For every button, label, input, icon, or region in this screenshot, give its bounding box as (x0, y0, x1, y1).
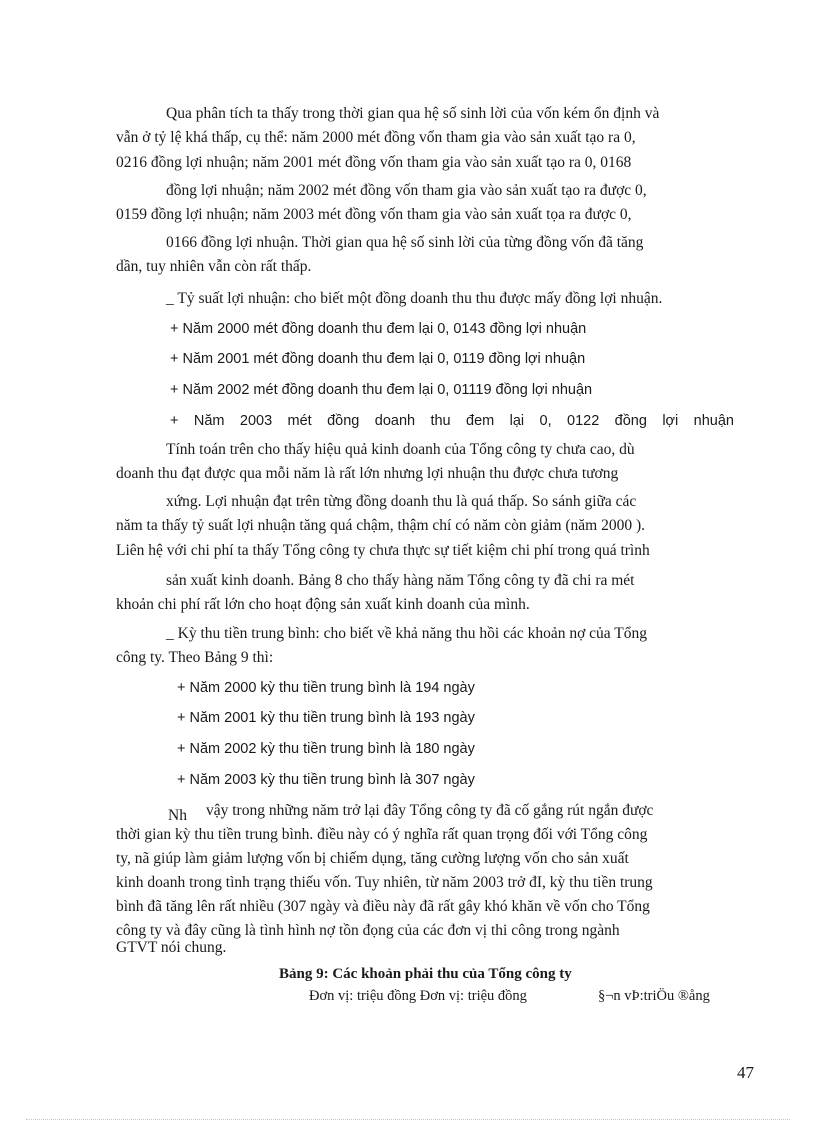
text-line: doanh thu đạt được qua mỗi năm là rất lớn nhưng lợi nhuận thu được chưa tương (116, 465, 619, 482)
text-line: Tính toán trên cho thấy hiệu quả kinh doanh của Tổng công ty chưa cao, dù (166, 441, 635, 458)
text-line: 0216 đồng lợi nhuận; năm 2001 mét đồng vốn tham gia vào sản xuất tạo ra 0, 0168 (116, 154, 632, 171)
text-line: Liên hệ với chi phí ta thấy Tổng công ty chưa thực sự tiết kiệm chi phí trong quá trình (116, 542, 650, 559)
page-number: 47 (737, 1063, 754, 1082)
text-line: thời gian kỳ thu tiền trung bình. điều này có ý nghĩa rất quan trọng đối với Tổng công (116, 826, 648, 843)
text-line: vẫn ở tỷ lệ khá thấp, cụ thể: năm 2000 mét đồng vốn tham gia vào sản xuất tạo ra 0, (116, 129, 636, 146)
unit-label: Đơn vị: triệu đồng Đơn vị: triệu đồng (309, 988, 527, 1004)
text-line: Qua phân tích ta thấy trong thời gian qua hệ số sinh lời của vốn kém ổn định và (166, 105, 660, 122)
profit-ratio-heading: _ Tỷ suất lợi nhuận: cho biết một đồng doanh thu thu được mấy đồng lợi nhuận. (166, 290, 663, 307)
page-bottom-divider (26, 1119, 790, 1120)
text-line: 0159 đồng lợi nhuận; năm 2003 mét đồng vốn tham gia vào sản xuất tọa ra được 0, (116, 206, 632, 223)
text-line: đồng lợi nhuận; năm 2002 mét đồng vốn tham gia vào sản xuất tạo ra được 0, (166, 182, 647, 199)
text-line: năm ta thấy tỷ suất lợi nhuận tăng quá chậm, thậm chí có năm còn giảm (năm 2000 ). (116, 517, 646, 534)
collection-item: + Năm 2002 kỳ thu tiền trung bình là 180 ngày (177, 741, 475, 757)
text-line: sản xuất kinh doanh. Bảng 8 cho thấy hàng năm Tổng công ty đã chi ra mét (166, 572, 635, 589)
text-line: vậy trong những năm trở lại đây Tổng công ty đã cố gắng rút ngắn được (206, 802, 654, 819)
profit-item: + Năm 2001 mét đồng doanh thu đem lại 0, 0119 đồng lợi nhuận (170, 351, 586, 367)
text-line: bình đã tăng lên rất nhiều (307 ngày và điều này đã rất gây khó khăn về vốn cho Tổng (116, 898, 650, 915)
text-line-lead-word: Nh (168, 807, 187, 824)
text-line: GTVT nói chung. (116, 939, 227, 956)
text-line: ty, nã giúp làm giảm lượng vốn bị chiếm dụng, tăng cường lượng vốn cho sản xuất (116, 850, 629, 867)
collection-item: + Năm 2003 kỳ thu tiền trung bình là 307 ngày (177, 772, 475, 788)
text-line: khoản chi phí rất lớn cho hoạt động sản xuất kinh doanh của mình. (116, 596, 530, 613)
table-caption: Bảng 9: Các khoản phải thu của Tổng công ty (279, 966, 572, 982)
collection-item: + Năm 2000 kỳ thu tiền trung bình là 194 ngày (177, 680, 475, 696)
profit-item: + Năm 2000 mét đồng doanh thu đem lại 0, 0143 đồng lợi nhuận (170, 321, 587, 337)
collection-item: + Năm 2001 kỳ thu tiền trung bình là 193 ngày (177, 710, 475, 726)
text-line: xứng. Lợi nhuận đạt trên từng đồng doanh thu là quá thấp. So sánh giữa các (166, 493, 637, 510)
text-line: công ty. Theo Bảng 9 thì: (116, 649, 274, 666)
unit-label-garbled: §¬n vÞ:triÖu ®ång (598, 988, 710, 1004)
text-line: công ty và đây cũng là tình hình nợ tồn đọng của các đơn vị thi công trong ngành (116, 922, 620, 939)
profit-item: + Năm 2003 mét đồng doanh thu đem lại 0, 0122 đồng lợi nhuận (170, 413, 734, 429)
text-line: dần, tuy nhiên vẫn còn rất thấp. (116, 258, 312, 275)
profit-item: + Năm 2002 mét đồng doanh thu đem lại 0, 01119 đồng lợi nhuận (170, 382, 593, 398)
collection-heading: _ Kỳ thu tiền trung bình: cho biết về khả năng thu hồi các khoản nợ của Tổng (166, 625, 647, 642)
text-line: 0166 đồng lợi nhuận. Thời gian qua hệ số sinh lời của từng đồng vốn đã tăng (166, 234, 644, 251)
text-line: kinh doanh trong tình trạng thiếu vốn. Tuy nhiên, từ năm 2003 trở đI, kỳ thu tiền trung (116, 874, 653, 891)
